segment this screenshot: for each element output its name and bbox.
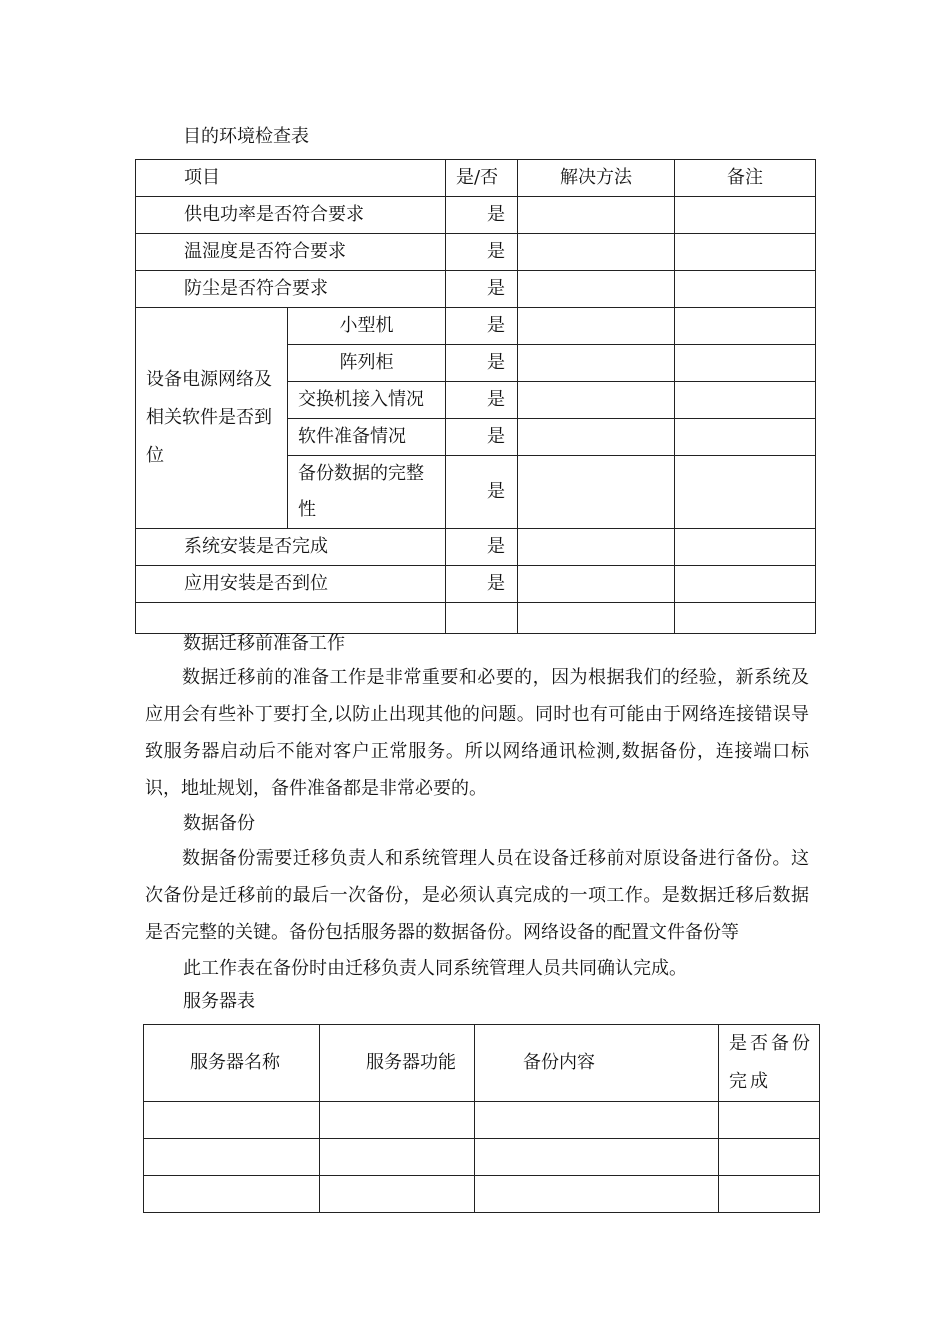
cell <box>719 1102 820 1139</box>
cell <box>719 1176 820 1213</box>
row-solution <box>518 382 675 419</box>
group-label: 设备电源网络及相关软件是否到位 <box>136 308 288 529</box>
prep-heading: 数据迁移前准备工作 <box>183 633 345 654</box>
row-item <box>136 603 446 634</box>
env-check-title: 目的环境检查表 <box>183 126 309 147</box>
row-remarks <box>675 529 816 566</box>
cell <box>475 1176 719 1213</box>
subrow-item: 小型机 <box>288 308 446 345</box>
row-solution <box>518 308 675 345</box>
table-row <box>136 566 816 603</box>
row-yes-no: 是 <box>446 419 518 456</box>
row-solution <box>518 529 675 566</box>
server-table <box>143 1024 820 1213</box>
row-solution <box>518 603 675 634</box>
row-solution <box>518 566 675 603</box>
table-row <box>136 197 816 234</box>
row-remarks <box>675 456 816 529</box>
header-server-name: 服务器名称 <box>144 1025 320 1102</box>
header-backup-done: 是否备份完成 <box>719 1025 820 1102</box>
prep-paragraph-text: 数据迁移前的准备工作是非常重要和必要的，因为根据我们的经验，新系统及应用会有些补丁要打全,以防止出现其他的问题。同时也有可能由于网络连接错误导致服务器启动后不能对客户正常服务。所以网络通讯检测,数据备份，连接端口标识，地址规划，备件准备都是非常必要的。 <box>145 667 809 799</box>
row-yes-no: 是 <box>446 456 518 529</box>
table-header-row <box>136 160 816 197</box>
table-row <box>144 1176 820 1213</box>
row-yes-no: 是 <box>446 345 518 382</box>
cell <box>475 1102 719 1139</box>
table-row <box>144 1102 820 1139</box>
table-header-row <box>144 1025 820 1102</box>
header-item: 项目 <box>136 160 446 197</box>
backup-heading: 数据备份 <box>183 813 255 834</box>
row-solution <box>518 271 675 308</box>
row-item: 应用安装是否到位 <box>136 566 446 603</box>
row-yes-no: 是 <box>446 382 518 419</box>
cell <box>475 1139 719 1176</box>
backup-paragraph-text: 数据备份需要迁移负责人和系统管理人员在设备迁移前对原设备进行备份。这次备份是迁移前的最后一次备份，是必须认真完成的一项工作。是数据迁移后数据是否完整的关键。备份包括服务器的数据备份。网络设备的配置文件备份等 <box>145 848 809 943</box>
cell <box>144 1176 320 1213</box>
row-yes-no: 是 <box>446 566 518 603</box>
row-yes-no: 是 <box>446 271 518 308</box>
row-remarks <box>675 308 816 345</box>
prep-paragraph <box>145 659 809 807</box>
table-row <box>136 308 816 345</box>
row-remarks <box>675 345 816 382</box>
row-remarks <box>675 382 816 419</box>
row-remarks <box>675 566 816 603</box>
cell <box>320 1102 475 1139</box>
table-row-empty <box>136 603 816 634</box>
cell <box>144 1102 320 1139</box>
row-yes-no <box>446 603 518 634</box>
header-yes-no: 是/否 <box>446 160 518 197</box>
table-row <box>136 529 816 566</box>
cell <box>320 1139 475 1176</box>
row-yes-no: 是 <box>446 234 518 271</box>
header-solution: 解决方法 <box>518 160 675 197</box>
backup-paragraph <box>145 840 809 951</box>
server-table-heading: 服务器表 <box>183 991 255 1012</box>
subrow-item: 交换机接入情况 <box>288 382 446 419</box>
subrow-item: 阵列柜 <box>288 345 446 382</box>
row-item: 温湿度是否符合要求 <box>136 234 446 271</box>
table-row <box>136 234 816 271</box>
row-remarks <box>675 197 816 234</box>
row-remarks <box>675 419 816 456</box>
row-solution <box>518 419 675 456</box>
row-remarks <box>675 234 816 271</box>
cell <box>144 1139 320 1176</box>
row-yes-no: 是 <box>446 529 518 566</box>
row-solution <box>518 234 675 271</box>
row-remarks <box>675 603 816 634</box>
table-row <box>136 271 816 308</box>
row-solution <box>518 197 675 234</box>
header-remarks: 备注 <box>675 160 816 197</box>
row-yes-no: 是 <box>446 308 518 345</box>
cell <box>320 1176 475 1213</box>
subrow-item: 备份数据的完整性 <box>288 456 446 529</box>
row-item: 系统安装是否完成 <box>136 529 446 566</box>
header-backup-content: 备份内容 <box>475 1025 719 1102</box>
row-yes-no: 是 <box>446 197 518 234</box>
row-solution <box>518 456 675 529</box>
env-check-table <box>135 159 816 634</box>
backup-note: 此工作表在备份时由迁移负责人同系统管理人员共同确认完成。 <box>183 958 687 979</box>
row-item: 供电功率是否符合要求 <box>136 197 446 234</box>
row-item: 防尘是否符合要求 <box>136 271 446 308</box>
header-server-function: 服务器功能 <box>320 1025 475 1102</box>
subrow-item: 软件准备情况 <box>288 419 446 456</box>
row-remarks <box>675 271 816 308</box>
row-solution <box>518 345 675 382</box>
table-row <box>144 1139 820 1176</box>
cell <box>719 1139 820 1176</box>
